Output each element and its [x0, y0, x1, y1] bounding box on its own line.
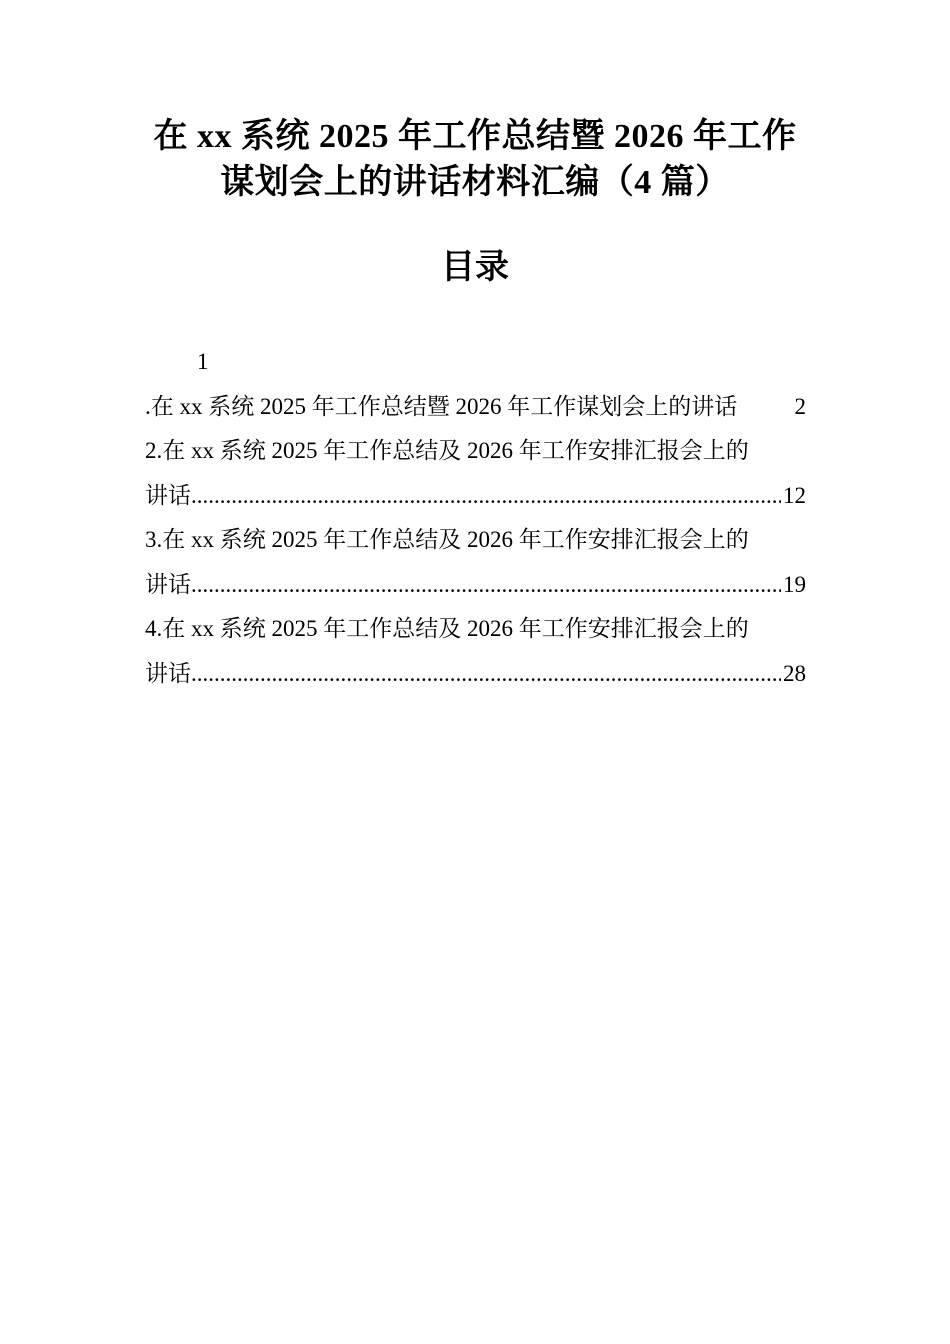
toc-entry-3-page: 19: [783, 571, 806, 597]
table-of-contents: [145, 340, 806, 696]
toc-entry-2[interactable]: [145, 429, 806, 474]
toc-entry-3[interactable]: [145, 518, 806, 563]
toc-entry-1[interactable]: [145, 385, 806, 430]
toc-heading: 目录: [441, 249, 509, 286]
toc-entry-4-text-line-1: 4.在 xx 系统 2025 年工作总结及 2026 年工作安排汇报会上的: [145, 616, 749, 641]
toc-entry-1-number-text: 1: [197, 349, 209, 374]
toc-entry-3-leader: [191, 563, 781, 608]
toc-entry-3-continuation[interactable]: [145, 563, 806, 608]
document-title: [140, 114, 810, 206]
toc-entry-2-continuation[interactable]: [145, 474, 806, 519]
toc-entry-1-text: .在 xx 系统 2025 年工作总结暨 2026 年工作谋划会上的讲话: [145, 393, 738, 419]
toc-entry-1-number[interactable]: [145, 340, 806, 385]
document-title-line-2: 谋划会上的讲话材料汇编（4 篇）: [220, 164, 730, 201]
toc-entry-3-text-line-2: 讲话: [145, 571, 191, 597]
toc-entry-4-text-line-2: 讲话: [145, 660, 191, 686]
toc-entry-1-page: 2: [794, 393, 806, 419]
toc-entry-4-leader: [191, 652, 781, 697]
toc-entry-2-page: 12: [783, 482, 806, 508]
toc-entry-2-text-line-2: 讲话: [145, 482, 191, 508]
toc-entry-3-text-line-1: 3.在 xx 系统 2025 年工作总结及 2026 年工作安排汇报会上的: [145, 527, 749, 552]
toc-entry-2-leader: [191, 474, 781, 519]
toc-entry-2-text-line-1: 2.在 xx 系统 2025 年工作总结及 2026 年工作安排汇报会上的: [145, 438, 749, 463]
document-title-line-1: 在 xx 系统 2025 年工作总结暨 2026 年工作: [153, 118, 797, 155]
toc-entry-4-continuation[interactable]: [145, 652, 806, 697]
toc-entry-4[interactable]: [145, 607, 806, 652]
toc-entry-4-page: 28: [783, 660, 806, 686]
